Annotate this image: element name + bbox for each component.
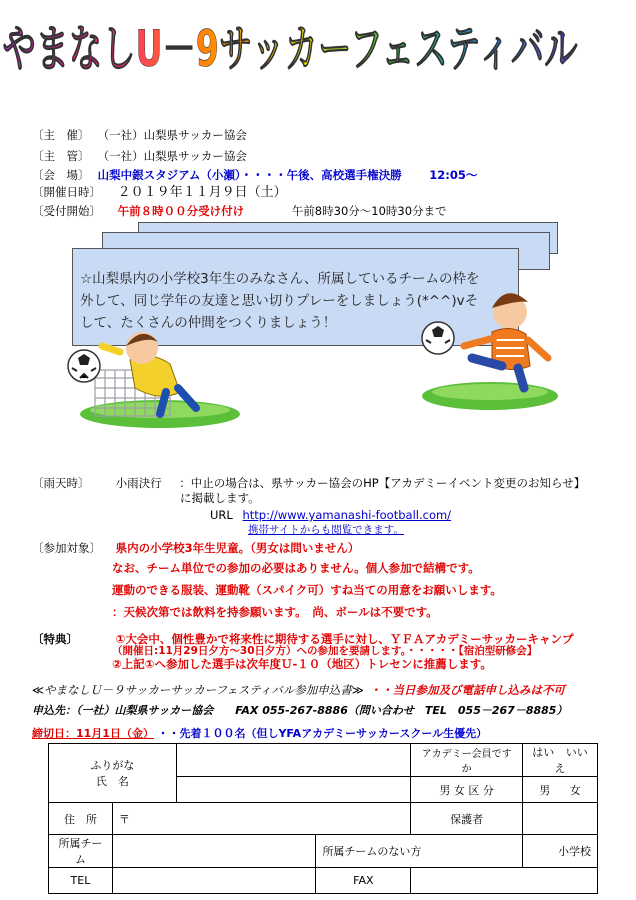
guardian-input[interactable] [523, 803, 598, 835]
rain-policy: 小雨決行 [115, 476, 162, 490]
address-label: 住 所 [49, 803, 113, 835]
venue-value: 山梨中銀スタジアム（小瀬）・・・・午後、高校選手権決勝 [97, 168, 402, 182]
eligibility-label: 〔参加対象〕 [32, 541, 101, 555]
reception-value: 午前８時００分受け付け [117, 204, 245, 218]
benefits-line-3: ②上記①へ参加した選手は次年度Ｕ-１０（地区）トレセンに推薦します。 [112, 657, 492, 671]
fax-label: FAX [316, 868, 411, 894]
furigana-input[interactable] [176, 744, 411, 777]
team-input[interactable] [112, 835, 316, 868]
furigana-label: ふりがな [90, 759, 135, 772]
goalkeeper-illustration [50, 318, 240, 430]
no-team-label: 所属チームのない方 [322, 845, 422, 858]
academy-yes[interactable]: はい [532, 746, 555, 759]
gender-male[interactable]: 男 [539, 783, 551, 797]
venue-time: 12:05～ [429, 168, 478, 182]
tel-label: TEL [49, 868, 113, 894]
application-heading-note: ・・当日参加及び電話申し込みは不可 [369, 683, 565, 697]
benefits-line-1: ①大会中、個性豊かで将来性に期待する選手に対し、ＹＦＡアカデミーサッカーキャンプ [115, 632, 574, 646]
rain-note-1: ：中止の場合は、県サッカー協会のHP【アカデミーイベント変更のお知らせ】 [179, 476, 586, 490]
manager-label: 〔主 管〕 [32, 149, 90, 163]
academy-no[interactable]: いいえ [554, 746, 588, 775]
eligibility-line-3: 運動のできる服装、運動靴（スパイク可）すね当ての用意をお願いします。 [112, 583, 502, 597]
rain-note-2: に掲載します。 [180, 491, 260, 505]
organizer-label: 〔主 催〕 [32, 128, 90, 142]
kicker-illustration [410, 282, 560, 412]
url-row [210, 508, 451, 522]
name-input[interactable] [176, 777, 411, 803]
date-value: ２０１９年１１月９日（土） [117, 185, 287, 200]
benefits-line-2: （開催日:11月29日夕方～30日夕方）への参加を要請します。・・・・・【宿泊型研修会】 [112, 645, 538, 657]
reception-row [32, 204, 447, 218]
eligibility-row [32, 541, 359, 555]
name-label-cell [49, 744, 177, 803]
application-form [48, 743, 598, 894]
address-input[interactable] [112, 803, 410, 835]
venue-row [32, 168, 477, 182]
gender-female[interactable]: 女 [569, 783, 581, 797]
eligibility-line-2: なお、チーム単位での参加の必要はありません。個人参加で結構です。 [112, 561, 480, 575]
reception-time: 午前8時30分～10時30分まで [291, 204, 447, 218]
eligibility-line-1: 県内の小学校3年生児童。（男女は問いません） [115, 541, 360, 555]
organizer-row [32, 128, 247, 142]
school-label: 小学校 [523, 835, 598, 868]
team-label: 所属チーム [49, 835, 113, 868]
academy-answer[interactable] [523, 744, 598, 777]
date-label: 〔開催日時〕 [32, 185, 101, 199]
mobile-site-link[interactable]: 携帯サイトからも閲覧できます。 [248, 524, 404, 536]
event-message: ☆山梨県内の小学校3年生のみなさん、所属しているチームの枠を外して、同じ学年の友達と思い切りプレーをしましょう(*^^)vそして、たくさんの仲間をつくりましょう！ [80, 271, 480, 331]
date-row [32, 185, 287, 200]
organizer-value: （一社）山梨県サッカー協会 [97, 128, 247, 142]
website-link[interactable]: http://www.yamanashi-football.com/ [242, 508, 452, 522]
postal-mark: 〒 [118, 812, 130, 826]
rain-label: 〔雨天時〕 [32, 476, 90, 490]
manager-value: （一社）山梨県サッカー協会 [97, 149, 247, 163]
event-title [0, 0, 580, 90]
application-contact: 申込先：（一社）山梨県サッカー協会 FAX 055-267-8886（問い合わせ TEL 055－267－8885） [32, 704, 568, 717]
deadline-label: 締切日：11月1日（金） [32, 727, 154, 740]
tel-input[interactable] [112, 868, 316, 894]
name-label: 氏 名 [95, 775, 129, 788]
gender-label: 男 女 区 分 [411, 777, 523, 803]
deadline-row [32, 727, 487, 741]
application-heading-row [32, 683, 565, 697]
deadline-note: ・・先着１００名（但しYFAアカデミーサッカースクール生優先） [157, 727, 488, 740]
eligibility-line-4: ：天候次第では飲料を持参願います。 尚、ボールは不要です。 [112, 605, 438, 619]
application-heading: ≪やまなしＵ－９サッカーサッカーフェスティバル参加申込書≫ [32, 683, 364, 697]
academy-question: アカデミー会員ですか [411, 744, 523, 777]
title-text: やまなしU－9サッカーフェスティバル [2, 20, 578, 78]
url-prefix: URL [210, 508, 233, 522]
benefits-label: 〔特典〕 [32, 632, 78, 646]
guardian-label: 保護者 [411, 803, 523, 835]
gender-answer[interactable] [523, 777, 598, 803]
reception-label: 〔受付開始〕 [32, 204, 101, 218]
fax-input[interactable] [411, 868, 598, 894]
manager-row [32, 149, 247, 163]
rain-row [32, 476, 585, 490]
venue-label: 〔会 場〕 [32, 168, 90, 182]
no-team-cell[interactable] [316, 835, 523, 868]
